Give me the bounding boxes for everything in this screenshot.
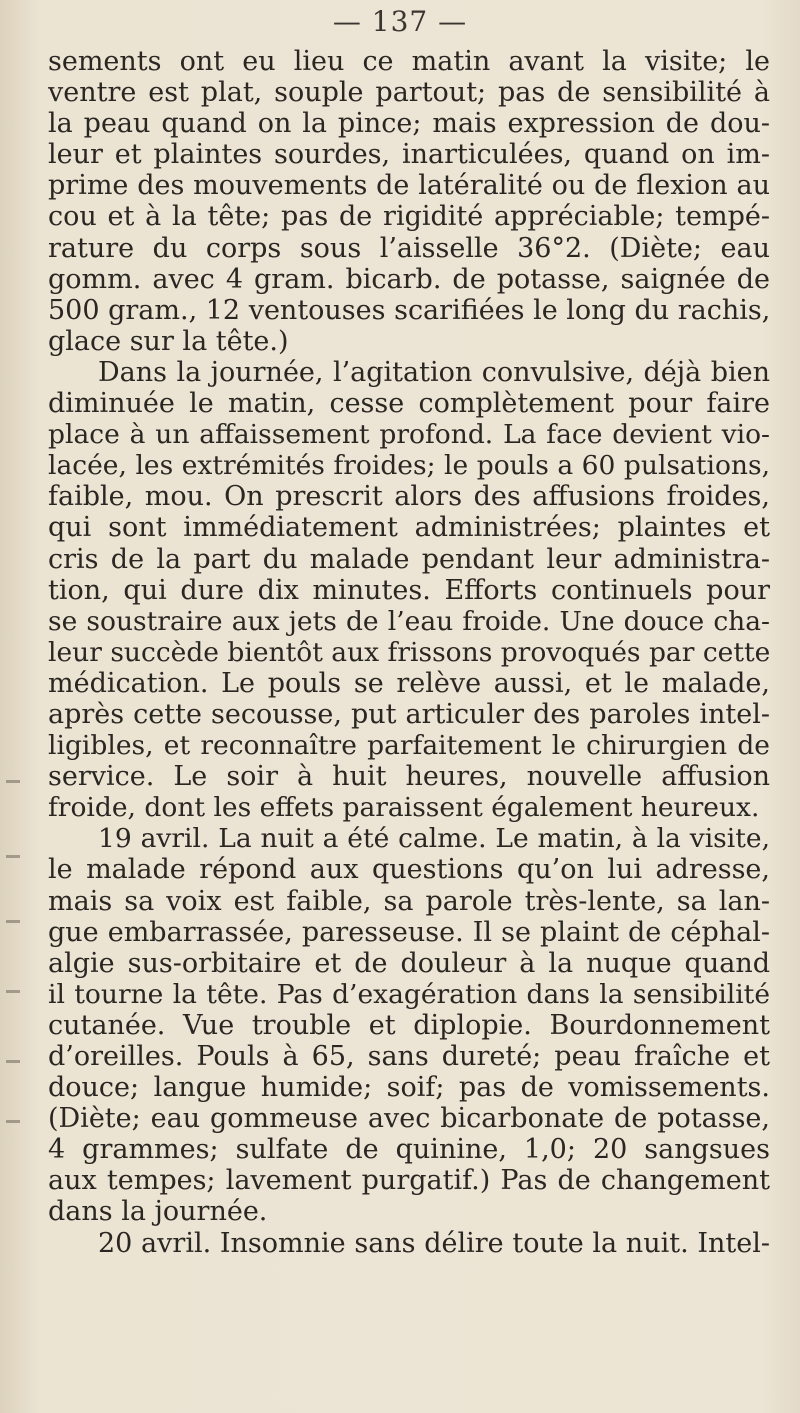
text-line: (Diète; eau gommeuse avec bicarbonate de potasse, — [48, 1103, 770, 1135]
text-line: cutanée. Vue trouble et diplopie. Bourdonnement — [48, 1009, 770, 1041]
text-line: douce; langue humide; soif; pas de vomissements. — [48, 1072, 770, 1104]
text-line: tion, qui dure dix minutes. Efforts continuels pour — [48, 574, 770, 606]
margin-mark — [6, 780, 20, 783]
text-line: 500 gram., 12 ventouses scarifiées le long du rachis, — [48, 294, 770, 326]
text-line: cris de la part du malade pendant leur administra- — [48, 543, 770, 575]
text-line: la peau quand on la pince; mais expression de dou- — [48, 108, 770, 140]
text-line: algie sus-orbitaire et de douleur à la nuque quand — [48, 947, 770, 979]
text-line: 4 grammes; sulfate de quinine, 1,0; 20 sangsues — [48, 1134, 770, 1166]
text-line: cou et à la tête; pas de rigidité appréciable; tempé- — [48, 201, 770, 233]
page-number: — 137 — — [332, 5, 468, 38]
margin-bleed-marks — [0, 760, 30, 1160]
text-line: aux tempes; lavement purgatif.) Pas de changement — [48, 1165, 770, 1197]
text-line: service. Le soir à huit heures, nouvelle affusion — [48, 761, 770, 793]
margin-mark — [6, 990, 20, 993]
text-line: gomm. avec 4 gram. bicarb. de potasse, saignée de — [48, 263, 770, 295]
text-line: Dans la journée, l’agitation convulsive, déjà bien — [98, 356, 770, 388]
text-line: après cette secousse, put articuler des paroles intel- — [48, 698, 770, 730]
text-line: place à un affaissement profond. La face devient vio- — [48, 419, 770, 451]
text-line: médication. Le pouls se relève aussi, et le malade, — [48, 667, 770, 699]
text-line: 19 avril. La nuit a été calme. Le matin, à la visite, — [98, 823, 770, 855]
text-line: prime des mouvements de latéralité ou de flexion au — [48, 170, 770, 202]
text-line: leur et plaintes sourdes, inarticulées, quand on im- — [48, 139, 770, 171]
text-line: mais sa voix est faible, sa parole très-lente, sa lan- — [48, 885, 770, 917]
text-line: froide, dont les effets paraissent également heureux. — [48, 792, 760, 824]
text-line: se soustraire aux jets de l’eau froide. Une douce cha- — [48, 605, 770, 637]
text-line: rature du corps sous l’aisselle 36°2. (Diète; eau — [48, 232, 770, 264]
text-line: sements ont eu lieu ce matin avant la visite; le — [48, 46, 770, 77]
margin-mark — [6, 1120, 20, 1123]
text-line: ligibles, et reconnaître parfaitement le chirurgien de — [48, 730, 770, 762]
text-line: gue embarrassée, paresseuse. Il se plaint de céphal- — [48, 916, 770, 948]
body-text — [48, 46, 770, 1259]
text-line: ventre est plat, souple partout; pas de sensibilité à — [48, 77, 770, 109]
margin-mark — [6, 920, 20, 923]
text-line: glace sur la tête.) — [48, 325, 289, 357]
text-line: faible, mou. On prescrit alors des affusions froides, — [48, 481, 770, 513]
text-line: lacée, les extrémités froides; le pouls a 60 pulsations, — [48, 450, 770, 482]
text-line: diminuée le matin, cesse complètement pour faire — [48, 388, 770, 420]
text-line: leur succède bientôt aux frissons provoqués par cette — [48, 636, 770, 668]
margin-mark — [6, 855, 20, 858]
text-line: 20 avril. Insomnie sans délire toute la nuit. Intel- — [98, 1227, 770, 1259]
text-line: il tourne la tête. Pas d’exagération dans la sensibilité — [48, 978, 770, 1010]
text-line: le malade répond aux questions qu’on lui adresse, — [48, 854, 770, 886]
text-line: qui sont immédiatement administrées; plaintes et — [48, 512, 770, 544]
margin-mark — [6, 1060, 20, 1063]
text-line: dans la journée. — [48, 1196, 268, 1228]
text-line: d’oreilles. Pouls à 65, sans dureté; peau fraîche et — [48, 1041, 770, 1072]
